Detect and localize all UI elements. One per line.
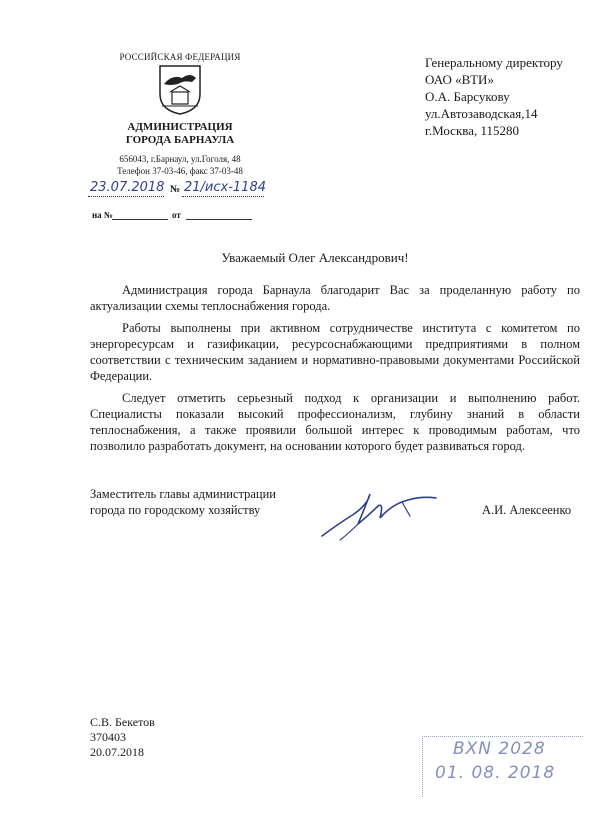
executor-date: 20.07.2018 <box>90 745 144 759</box>
org-name <box>100 121 260 147</box>
signer-name: А.И. Алексеенко <box>482 503 572 517</box>
reg-no-line <box>182 196 264 197</box>
recipient-title: Генеральному директору <box>425 55 563 70</box>
executor-name: С.В. Бекетов <box>90 715 155 729</box>
ref-from-label: от <box>172 210 181 220</box>
executor-block <box>90 715 230 760</box>
org-address <box>90 153 270 177</box>
incoming-stamp-date: 01. 08. 2018 <box>435 763 556 783</box>
ref-no-line <box>112 219 168 220</box>
reg-no-label: № <box>170 184 181 195</box>
country-label: РОССИЙСКАЯ ФЕДЕРАЦИЯ <box>119 52 241 62</box>
incoming-stamp <box>422 736 583 797</box>
signer-position <box>90 486 320 518</box>
incoming-stamp-number: ВХN 2028 <box>453 739 546 759</box>
org-street: 656043, г.Барнаул, ул.Гоголя, 48 <box>119 154 241 164</box>
reg-line <box>88 196 164 197</box>
salutation: Уважаемый Олег Александрович! <box>221 250 409 265</box>
city-emblem <box>158 64 202 116</box>
ref-no-label: на № <box>92 210 113 220</box>
letter-body <box>90 282 580 460</box>
body-paragraph-3: Следует отметить серьезный подход к организации и выполнению работ. Специалисты показали высокий профессионализм, глубину знаний в области теплоснабжения, а также проявили большой интерес к проводимым работам, что позволило разработать документ, на основании которого будет развиваться город. <box>90 391 580 453</box>
org-name-line1: АДМИНИСТРАЦИЯ <box>127 121 233 133</box>
executor-phone: 370403 <box>90 730 126 744</box>
reg-date: 23.07.2018 <box>90 180 165 195</box>
body-paragraph-2: Работы выполнены при активном сотрудничестве института с комитетом по энергоресурсам и газификации, ресурсоснабжающими предприятиями в полном соответствии с техническим заданием и нормативно-правовыми документами Российской Федерации. <box>90 321 580 383</box>
recipient-block <box>425 54 595 139</box>
handwritten-signature <box>318 484 448 544</box>
signer-position-line1: Заместитель главы администрации <box>90 487 276 501</box>
body-paragraph-1: Администрация города Барнаула благодарит Вас за проделанную работу по актуализации схемы теплоснабжения города. <box>90 283 580 313</box>
recipient-company: ОАО «ВТИ» <box>425 72 494 87</box>
recipient-street: ул.Автозаводская,14 <box>425 106 538 121</box>
ref-from-line <box>186 219 252 220</box>
signer-position-line2: города по городскому хозяйству <box>90 503 261 517</box>
recipient-name: О.А. Барсукову <box>425 89 510 104</box>
reg-number: 21/исх-1184 <box>184 180 266 195</box>
org-phones: Телефон 37-03-46, факс 37-03-48 <box>117 166 243 176</box>
recipient-city: г.Москва, 115280 <box>425 123 520 138</box>
org-name-line2: ГОРОДА БАРНАУЛА <box>125 134 235 146</box>
